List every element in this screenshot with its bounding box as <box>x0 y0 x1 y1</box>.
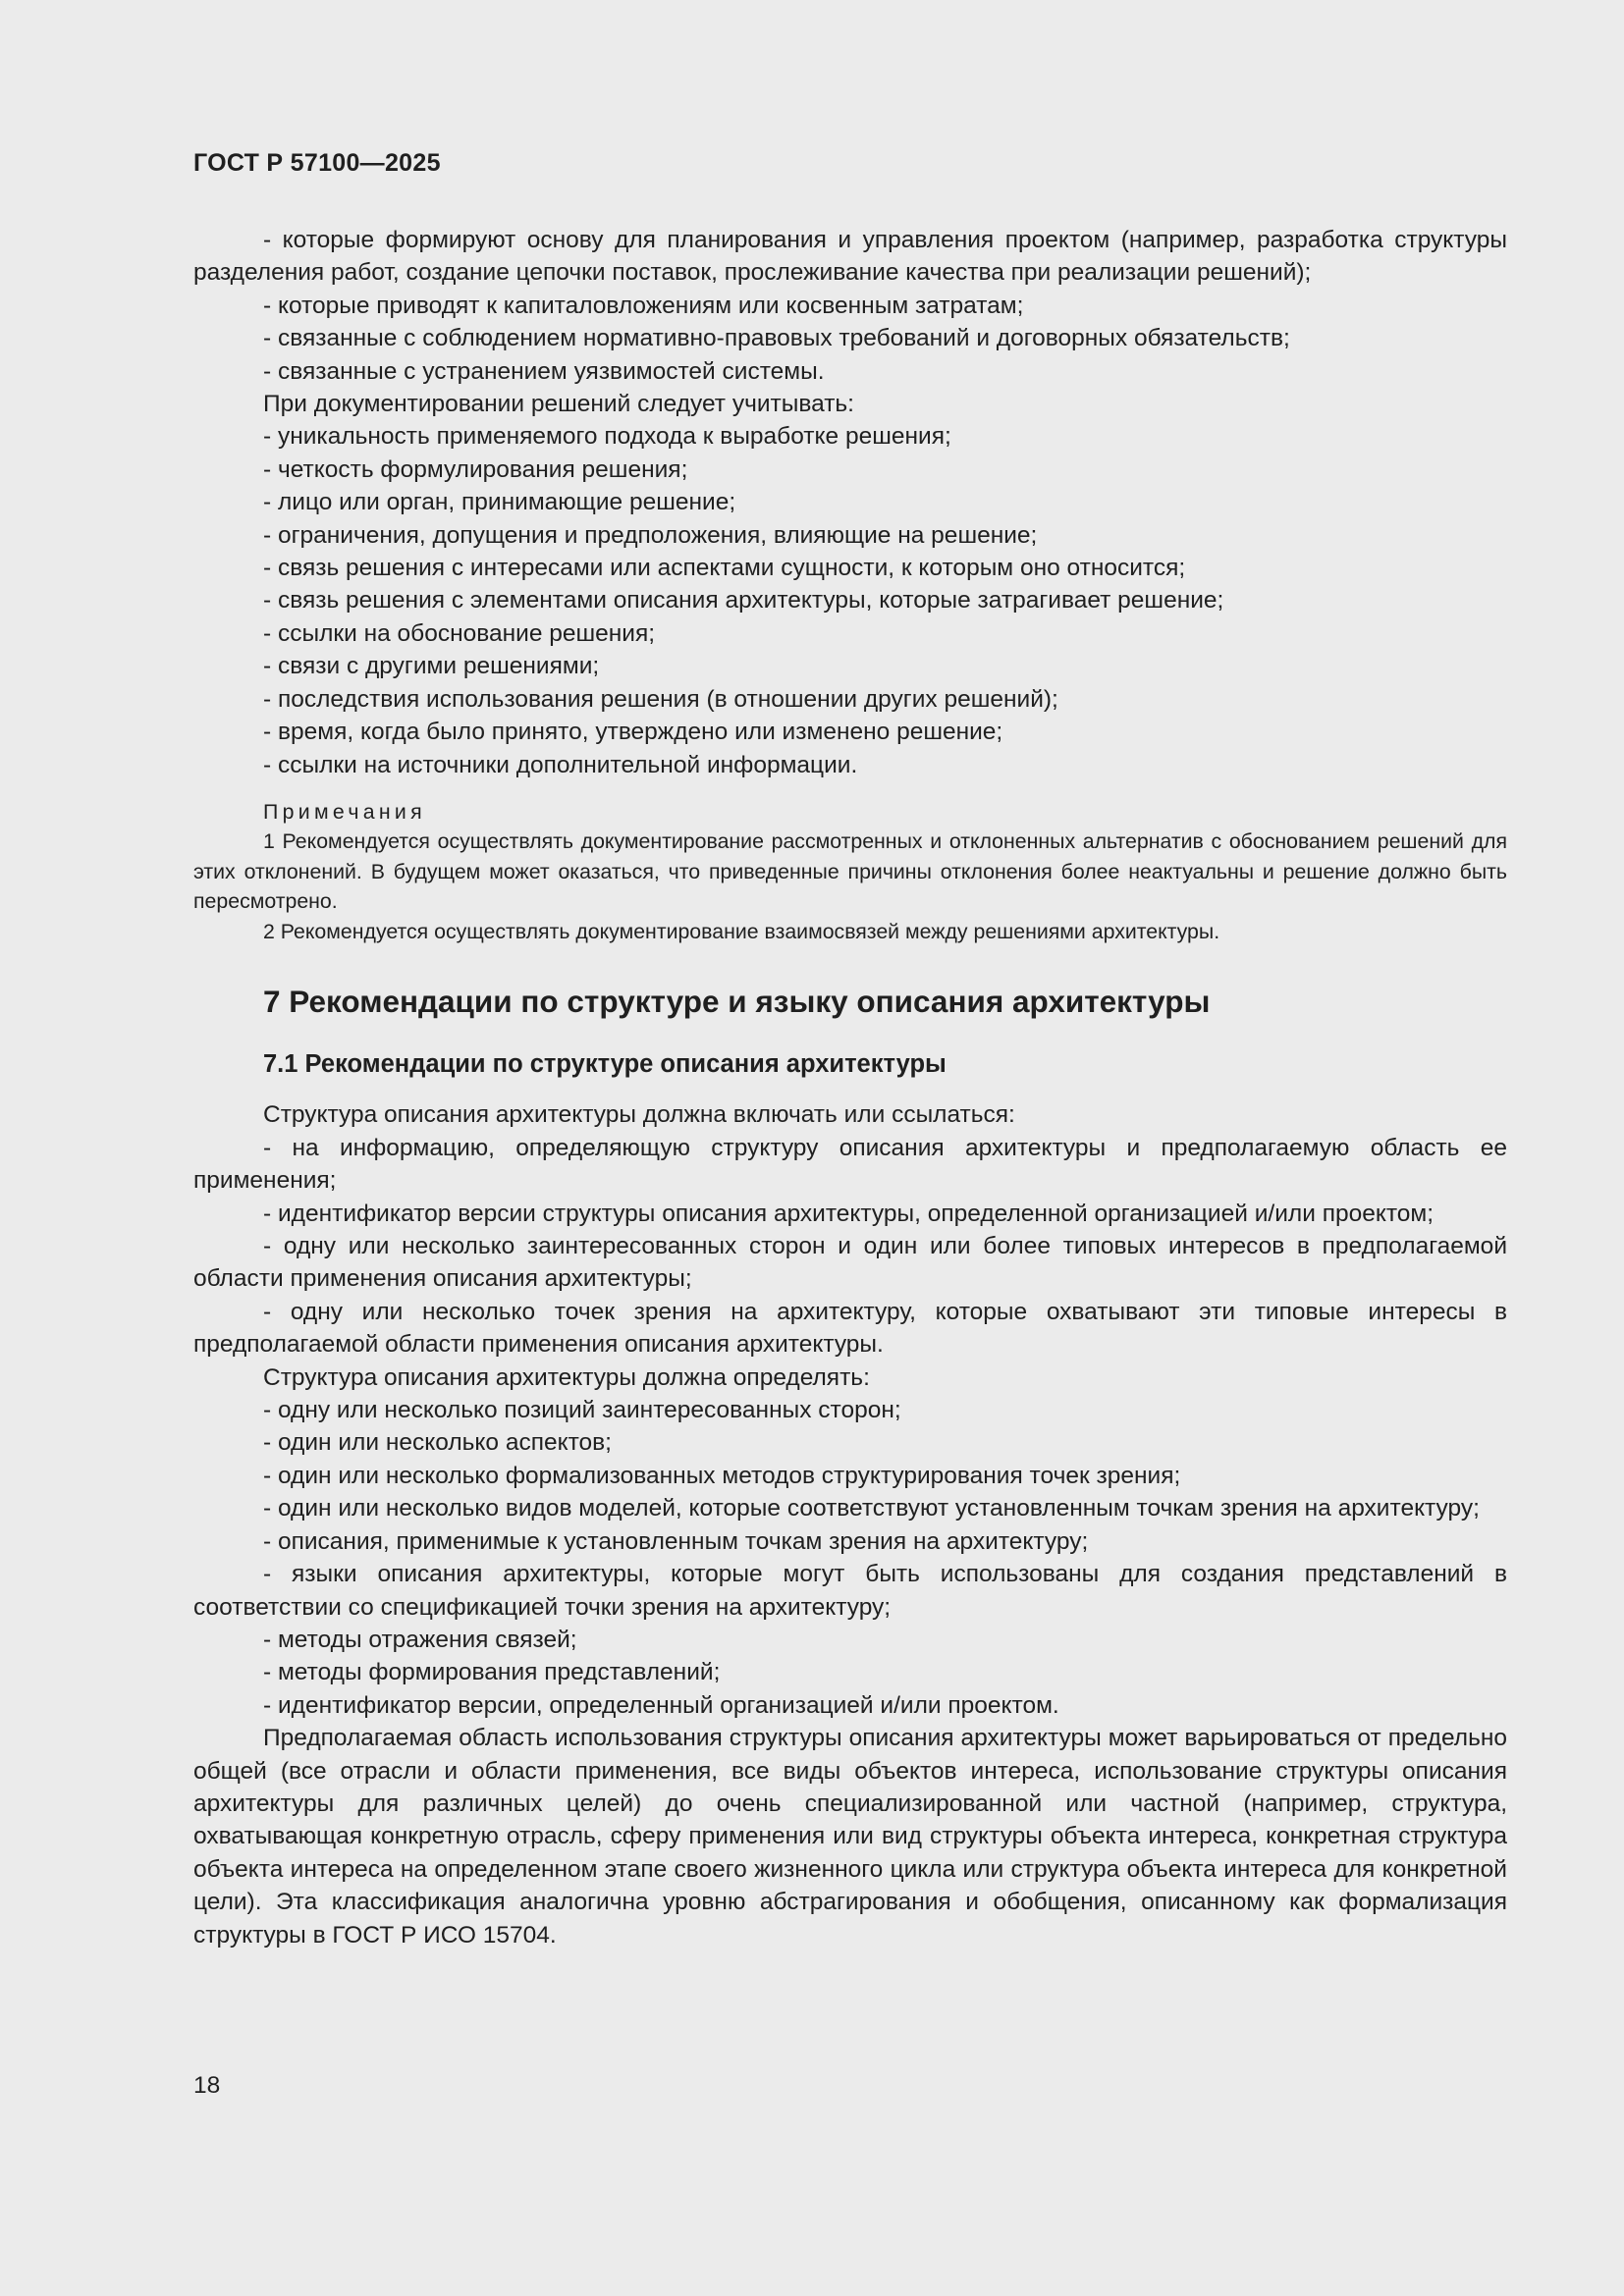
structure-requirements-list <box>193 1098 1507 1951</box>
list-item: - одну или несколько заинтересованных сторон и один или более типовых интересов в предполагаемой области применения описания архитектуры; <box>193 1233 1507 1293</box>
list-item: - идентификатор версии, определенный организацией и/или проектом. <box>263 1691 1059 1719</box>
note-item: 2 Рекомендуется осуществлять документирование взаимосвязей между решениями архитектуры. <box>263 919 1220 943</box>
list-item: - связанные с соблюдением нормативно-правовых требований и договорных обязательств; <box>263 325 1290 352</box>
paragraph: При документировании решений следует учитывать: <box>263 391 854 418</box>
list-item: - которые приводят к капиталовложениям или косвенным затратам; <box>263 292 1024 319</box>
list-item: - один или несколько аспектов; <box>263 1429 612 1457</box>
list-item: - ссылки на обоснование решения; <box>263 619 656 647</box>
note-item: 1 Рекомендуется осуществлять документирование рассмотренных и отклоненных альтернатив с обоснованием решений для этих отклонений. В будущем может оказаться, что приведенные причины отклонения более неактуальны и решение должно быть пересмотрено. <box>193 829 1507 914</box>
list-item: - ограничения, допущения и предположения, влияющие на решение; <box>263 521 1038 549</box>
list-item: - последствия использования решения (в отношении других решений); <box>263 685 1058 713</box>
paragraph: Предполагаемая область использования структуры описания архитектуры может варьироваться от предельно общей (все отрасли и области применения, все виды объектов интереса, использование структуры описания архитектуры для различных целей) до очень специализированной или частной (например, структура, охватывающая конкретную отрасль, сферу применения или вид структуры объекта интереса, конкретная структура объекта интереса на определенном этапе своего жизненного цикла или структура объекта интереса для конкретной цели). Эта классификация аналогична уровню абстрагирования и обобщения, описанному как формализация структуры в ГОСТ Р ИСО 15704. <box>193 1725 1507 1949</box>
list-item: - один или несколько видов моделей, которые соответствуют установленным точкам зрения на архитектуру; <box>263 1495 1480 1522</box>
list-item: - на информацию, определяющую структуру описания архитектуры и предполагаемую область ее применения; <box>193 1134 1507 1195</box>
list-item: - одну или несколько позиций заинтересованных сторон; <box>263 1397 901 1424</box>
list-item: - связь решения с элементами описания архитектуры, которые затрагивает решение; <box>263 587 1224 614</box>
list-item: - ссылки на источники дополнительной информации. <box>263 751 858 778</box>
paragraph: Структура описания архитектуры должна определять: <box>263 1363 870 1391</box>
list-item: - языки описания архитектуры, которые могут быть использованы для создания представлений в соответствии со спецификацией точки зрения на архитектуру; <box>193 1561 1507 1621</box>
list-item: - уникальность применяемого подхода к выработке решения; <box>263 423 951 451</box>
section-7-1-heading: 7.1 Рекомендации по структуре описания архитектуры <box>263 1050 947 1079</box>
list-item: - методы отражения связей; <box>263 1626 577 1653</box>
section-7-heading: 7 Рекомендации по структуре и языку описания архитектуры <box>263 984 1211 1020</box>
list-item: - методы формирования представлений; <box>263 1659 721 1686</box>
document-code: ГОСТ Р 57100—2025 <box>193 149 441 177</box>
page-content <box>193 224 1507 1951</box>
list-item: - описания, применимые к установленным точкам зрения на архитектуру; <box>263 1527 1089 1555</box>
decision-considerations-list <box>193 224 1507 781</box>
notes-heading: Примечания <box>263 799 426 824</box>
list-item: - связи с другими решениями; <box>263 653 600 680</box>
list-item: - связь решения с интересами или аспектами сущности, к которым оно относится; <box>263 555 1186 582</box>
page-number: 18 <box>193 2072 221 2099</box>
list-item: - идентификатор версии структуры описания архитектуры, определенной организацией и/или проектом; <box>263 1200 1435 1227</box>
list-item: - один или несколько формализованных методов структурирования точек зрения; <box>263 1462 1181 1489</box>
list-item: - связанные с устранением уязвимостей системы. <box>263 357 825 385</box>
list-item: - время, когда было принято, утверждено или изменено решение; <box>263 719 1003 746</box>
list-item: - которые формируют основу для планирования и управления проектом (например, разработка структуры разделения работ, создание цепочки поставок, прослеживание качества при реализации решений); <box>193 227 1507 287</box>
list-item: - лицо или орган, принимающие решение; <box>263 489 736 516</box>
list-item: - четкость формулирования решения; <box>263 455 688 483</box>
list-item: - одну или несколько точек зрения на архитектуру, которые охватывают эти типовые интересы в предполагаемой области применения описания архитектуры. <box>193 1298 1507 1359</box>
paragraph: Структура описания архитектуры должна включать или ссылаться: <box>263 1101 1015 1129</box>
notes-block <box>193 797 1507 947</box>
